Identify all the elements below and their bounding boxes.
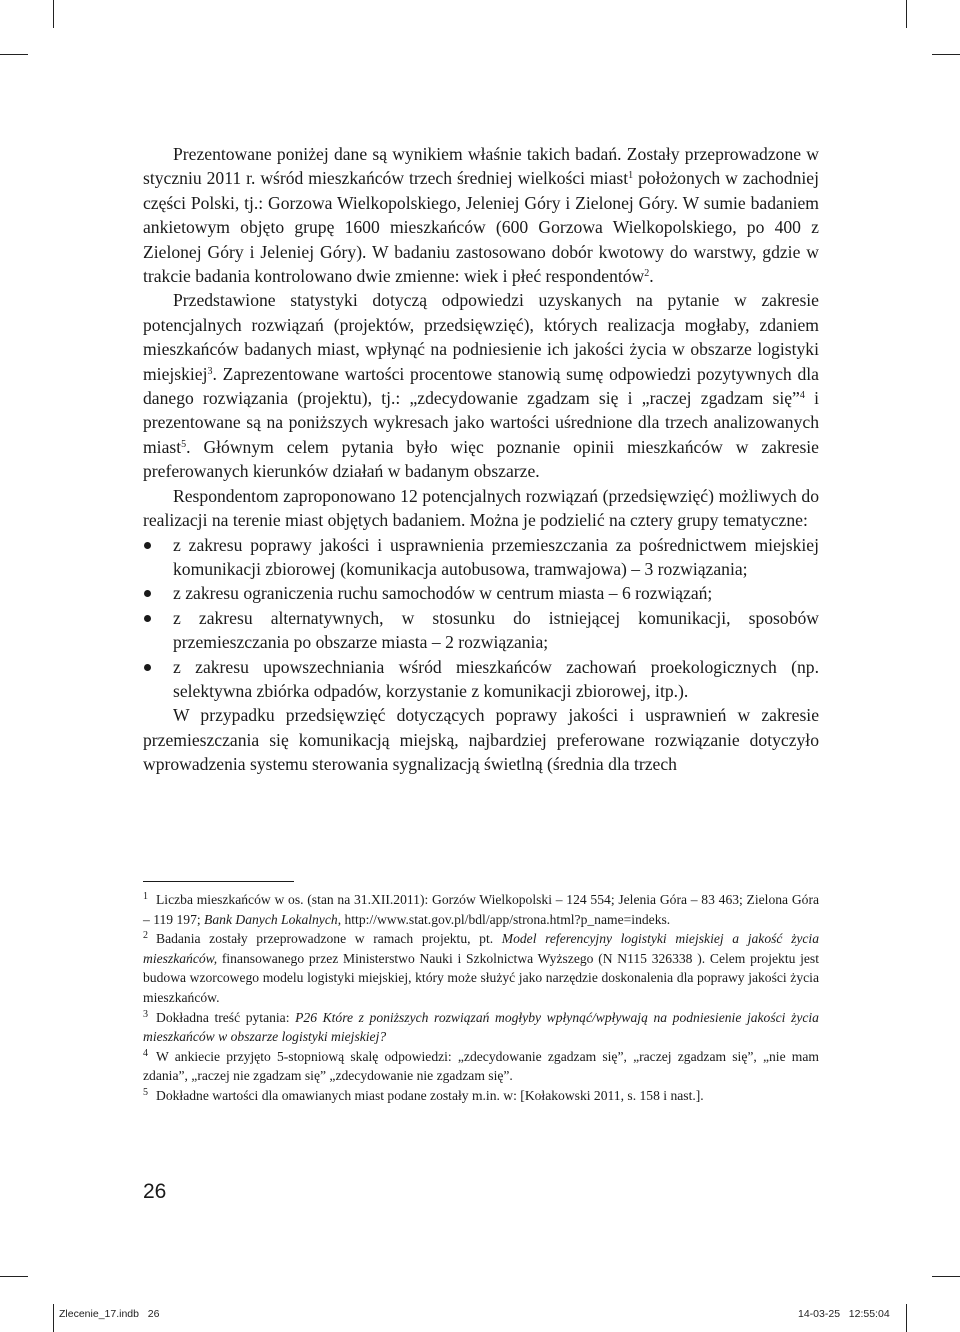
text-run: Dokładna treść pytania: xyxy=(156,1009,296,1025)
footnote-ref: 5 xyxy=(181,438,187,450)
list-item: z zakresu poprawy jakości i usprawnienia przemieszczania za pośrednictwem miejskiej komunikacji zbiorowej (komunikacja autobusowa, tramwajowa) – 3 rozwiązania; xyxy=(143,533,819,582)
crop-mark xyxy=(932,54,960,55)
italic-run: Bank Danych Lokalnych xyxy=(204,911,338,927)
text-run: . Głównym celem pytania było więc poznanie opinii mieszkańców w zakresie preferowanych kierunków działań w badanym obszarze. xyxy=(143,436,819,482)
text-run: Liczba mieszkańców w os. (stan na 31.XII.2011): Gorzów Wielkopolski – 124 554; Jelenia Góra – 83 463; Zielona Góra – 119 197; xyxy=(143,892,819,927)
footnote-ref: 2 xyxy=(644,268,650,280)
text-run: Dokładne wartości dla omawianych miast podane zostały m.in. w: [Kołakowski 2011, s. 158 i nast.]. xyxy=(156,1087,704,1103)
crop-mark xyxy=(932,1276,960,1277)
italic-run: P26 Które z poniższych rozwiązań mogłyby wpłynąć/wpływają na podniesienie jakości życia mieszkańców w obszarze logistyki miejskiej? xyxy=(143,1009,819,1045)
paragraph: W przypadku przedsięwzięć dotyczących poprawy jakości i usprawnień w zakresie przemieszczania się komunikacją miejską, najbardziej preferowane rozwiązanie dotyczyło wprowadzenia systemu sterowania sygnalizacją świetlną (średnia dla trzech xyxy=(143,705,819,775)
text-run: . xyxy=(649,266,654,287)
footnote-separator xyxy=(143,881,294,882)
footnotes xyxy=(143,890,819,1106)
slug-timestamp: 14-03-25 12:55:04 xyxy=(798,1308,890,1320)
footnote xyxy=(143,890,819,929)
bullet-list xyxy=(143,533,819,704)
crop-mark xyxy=(906,0,907,28)
crop-mark xyxy=(53,0,54,28)
list-item: z zakresu ograniczenia ruchu samochodów w centrum miasta – 6 rozwiązań; xyxy=(143,581,819,605)
footnote-number: 5 xyxy=(143,1086,148,1098)
paragraph xyxy=(143,142,819,288)
footnote-ref: 1 xyxy=(628,170,634,182)
text-run: . Zaprezentowane wartości procentowe stanowią sumę odpowiedzi pozytywnych dla danego rozwiązania (projektu), tj.: „zdecydowanie zgadzam się i „raczej zgadzam się” xyxy=(143,363,819,409)
footnote-number: 2 xyxy=(143,930,148,942)
crop-mark xyxy=(0,1276,28,1277)
text-run: finansowanego przez Ministerstwo Nauki i Szkolnictwa Wyższego (N N115 326338 ). Celem projektu jest budowa wzorcowego modelu logistyki miejskiej, który może służyć jako narzędzie doskonalenia dla poprawy jakości życia mieszkańców. xyxy=(143,950,819,1005)
footnote xyxy=(143,929,819,1007)
text-run: W ankiecie przyjęto 5-stopniową skalę odpowiedzi: „zdecydowanie zgadzam się”, „raczej zgadzam się”, „nie mam zdania”, „raczej nie zgadzam się” „zdecydowanie nie zgadzam się”. xyxy=(143,1048,819,1084)
text-run: i prezentowane są na poniższych wykresach jako wartości uśrednione dla trzech analizowanych miast xyxy=(143,388,819,457)
footnote xyxy=(143,1086,819,1106)
italic-run: Model referencyjny logistyki miejskiej a jakość życia mieszkańców, xyxy=(143,931,819,966)
list-item: z zakresu upowszechniania wśród mieszkańców zachowań proekologicznych (np. selektywna zbiórka odpadów, korzystanie z komunikacji zbiorowej, itp.). xyxy=(143,655,819,704)
footnote xyxy=(143,1047,819,1086)
paragraph xyxy=(143,288,819,483)
footnote-number: 4 xyxy=(143,1047,148,1059)
crop-mark xyxy=(53,1304,54,1332)
footnote xyxy=(143,1008,819,1047)
text-run: , http://www.stat.gov.pl/bdl/app/strona.html?p_name=indeks. xyxy=(337,911,671,927)
crop-mark xyxy=(906,1304,907,1332)
footnote-ref: 4 xyxy=(799,390,805,402)
text-run: Prezentowane poniżej dane są wynikiem właśnie takich badań. Zostały przeprowadzone w styczniu 2011 r. wśród mieszkańców trzech średniej wielkości miast xyxy=(143,144,819,189)
slug-filename: Zlecenie_17.indb 26 xyxy=(59,1308,160,1320)
list-item: z zakresu alternatywnych, w stosunku do istniejącej komunikacji, sposobów przemieszczania po obszarze miasta – 2 rozwiązania; xyxy=(143,606,819,655)
text-run: Badania zostały przeprowadzone w ramach projektu, pt. xyxy=(156,931,502,947)
crop-mark xyxy=(0,54,28,55)
text-run: Przedstawione statystyki dotyczą odpowiedzi uzyskanych na pytanie w zakresie potencjalnych rozwiązań (projektów, przedsięwzięć), których realizacja mogłaby, zdaniem mieszkańców badanych miast, wpłynąć na podniesienie ich jakości życia w obszarze logistyki miejskiej xyxy=(143,290,819,384)
footnote-number: 1 xyxy=(143,891,148,902)
footnote-number: 3 xyxy=(143,1008,148,1020)
text-run: położonych w zachodniej części Polski, tj.: Gorzowa Wielkopolskiego, Jeleniej Góry i Zielonej Góry. W sumie badaniem ankietowym objęto grupę 1600 mieszkańców (600 Gorzowa Wielkopolskiego, po 400 z Zielonej Góry i Jeleniej Góry). W badaniu zastosowano dobór kwotowy do warstwy, gdzie w trakcie badania kontrolowano dwie zmienne: wiek i płeć respondentów xyxy=(143,168,820,287)
paragraph: Respondentom zaproponowano 12 potencjalnych rozwiązań (przedsięwzięć) możliwych do realizacji na terenie miast objętych badaniem. Można je podzielić na cztery grupy tematyczne: xyxy=(143,485,819,531)
page-number: 26 xyxy=(143,1180,167,1203)
body-text xyxy=(143,142,819,777)
footnote-ref: 3 xyxy=(207,365,213,377)
